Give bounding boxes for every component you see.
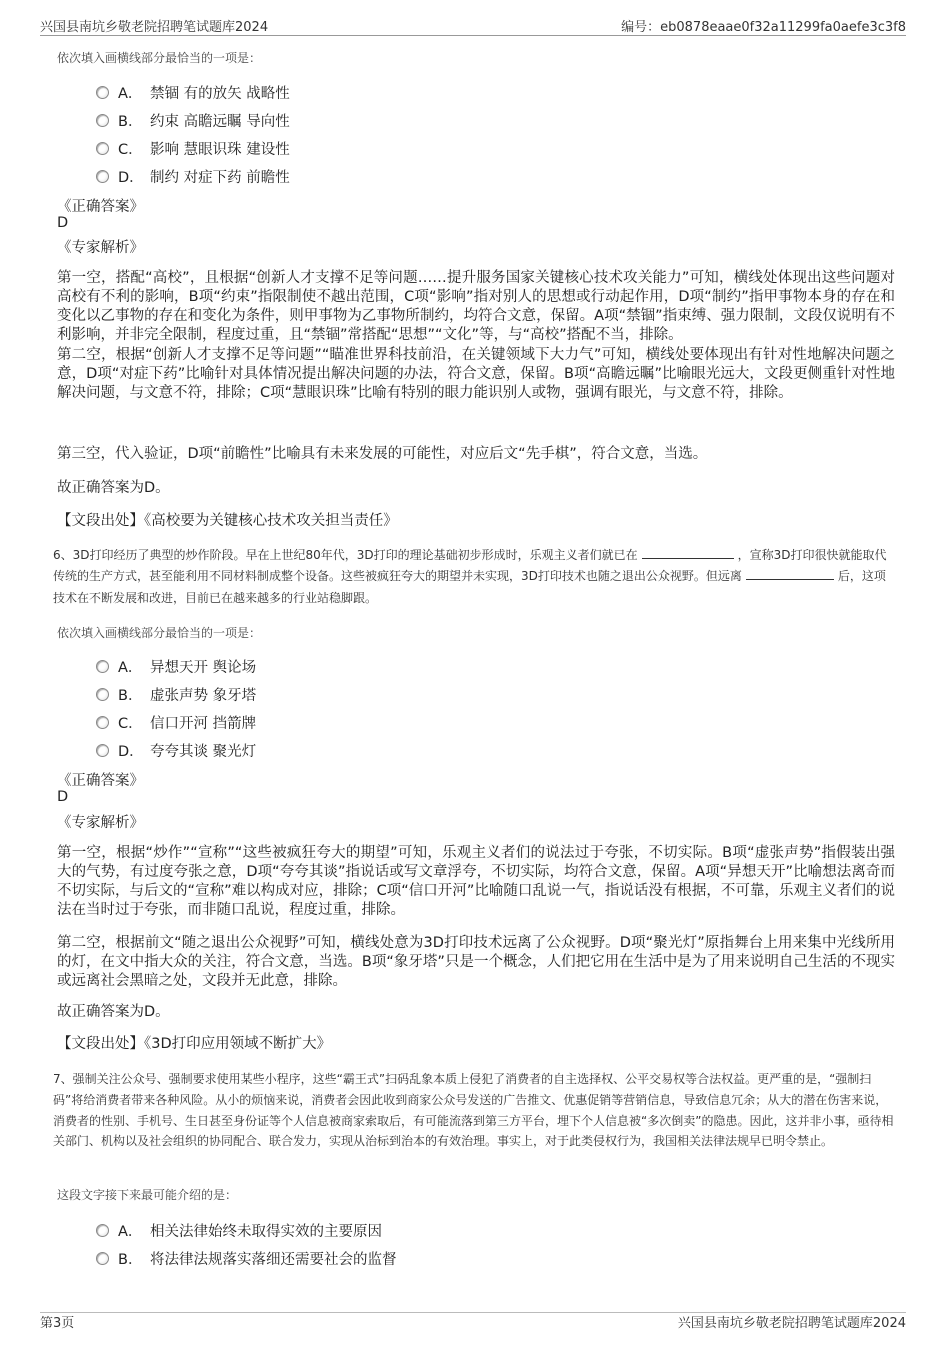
page-number: 第3页 [40,1316,75,1331]
option-letter: D． [118,169,144,186]
radio-icon[interactable] [96,1252,109,1265]
answer-label: 《正确答案》 [57,773,144,789]
source-citation: 【文段出处】《3D打印应用领域不断扩大》 [57,1036,332,1052]
analysis-paragraph: 第一空，搭配“高校”，且根据“创新人才支撑不足等问题……提升服务国家关键核心技术攻关能力”可知，横线处体现出这些问题对高校有不利的影响，B项“约束”指限制使不越出范围，C项“影响”指对别人的思想或行动起作用，D项“制约”指甲事物本身的存在和变化以乙事物的存在和变化为条件，则甲事物为乙事物所制约，均符合文意，保留。A项“禁锢”指束缚、强力限制，文段仅说明有不利影响，并非完全限制，程度过重，且“禁锢”常搭配“思想”“文化”等，与“高校”搭配不当，排除。 [57,270,895,343]
question-prompt: 这段文字接下来最可能介绍的是： [57,1188,238,1202]
option-c[interactable] [96,711,256,733]
option-text: 制约 对症下药 前瞻性 [150,169,290,186]
analysis-label: 《专家解析》 [57,240,144,256]
question-text: 6、3D打印经历了典型的炒作阶段。早在上世纪80年代，3D打印的理论基础初步形成时，乐观主义者们就已在 [53,548,638,562]
option-text: 相关法律始终未取得实效的主要原因 [150,1223,382,1240]
analysis-label: 《专家解析》 [57,815,144,831]
header-divider [40,35,906,36]
analysis-conclusion: 故正确答案为D。 [57,480,170,496]
analysis-paragraph: 第二空，根据前文“随之退出公众视野”可知，横线处意为3D打印技术远离了公众视野。D项“聚光灯”原指舞台上用来集中光线所用的灯，在文中指大众的关注，符合文意，当选。B项“象牙塔”只是一个概念，人们把它用在生活中是为了用来说明自己生活的不现实或远离社会黑暗之处，文段并无此意，排除。 [57,935,895,989]
question-6-text [53,545,895,609]
radio-icon[interactable] [96,114,109,127]
radio-icon[interactable] [96,170,109,183]
analysis-paragraph: 第一空，根据“炒作”“宣称”“这些被疯狂夸大的期望”可知，乐观主义者们的说法过于夸张，不切实际。B项“虚张声势”指假装出强大的气势，有过度夸张之意，D项“夸夸其谈”指说话或写文章浮夸，不切实际，均符合文意，保留。A项“异想天开”比喻想法离奇而不切实际，与后文的“宣称”难以构成对应，排除；C项“信口开河”比喻随口乱说一气，指说话没有根据，不可靠，乐观主义者们的说法在当时过于夸张，而非随口乱说，程度过重，排除。 [57,845,895,918]
radio-icon[interactable] [96,142,109,155]
option-letter: B． [118,113,143,130]
option-d[interactable] [96,739,256,761]
option-letter: C． [118,141,143,158]
question-text: 后，这项技术在不断发展和改进，目前已在越来越多的行业站稳脚跟。 [53,569,886,605]
option-letter: A． [118,1223,143,1240]
blank-1 [642,546,734,559]
option-letter: B． [118,1251,143,1268]
serial-value: eb0878eaae0f32a11299fa0aefe3c3f8 [660,20,906,35]
footer-title: 兴国县南坑乡敬老院招聘笔试题库2024 [677,1316,906,1331]
option-b[interactable] [96,109,290,131]
question-prompt: 依次填入画横线部分最恰当的一项是： [57,51,262,65]
answer-value: D [57,789,69,805]
option-text: 信口开河 挡箭牌 [150,715,257,732]
option-c[interactable] [96,137,290,159]
serial-number [621,16,906,35]
option-text: 夸夸其谈 聚光灯 [150,743,257,760]
option-text: 约束 高瞻远瞩 导向性 [150,113,290,130]
answer-label: 《正确答案》 [57,199,144,215]
radio-icon[interactable] [96,716,109,729]
option-text: 将法律法规落实落细还需要社会的监督 [150,1251,397,1268]
option-letter: A． [118,659,143,676]
analysis-paragraph: 第二空，根据“创新人才支撑不足等问题”“瞄准世界科技前沿，在关键领域下大力气”可知，横线处要体现出有针对性地解决问题之意，D项“对症下药”比喻针对具体情况提出解决问题的办法，符合文意，保留。B项“高瞻远瞩”比喻眼光远大，文段更侧重针对性地解决问题，与文意不符，排除；C项“慧眼识珠”比喻有特别的眼力能识别人或物，强调有眼光，与文意不符，排除。 [57,347,895,401]
radio-icon[interactable] [96,86,109,99]
question-7-text: 7、强制关注公众号、强制要求使用某些小程序，这些“霸王式”扫码乱象本质上侵犯了消费者的自主选择权、公平交易权等合法权益。更严重的是，“强制扫码”将给消费者带来各种风险。从小的烦恼来说，消费者会因此收到商家公众号发送的广告推文、优惠促销等营销信息，导致信息冗余；从大的潜在伤害来说，消费者的性别、手机号、生日甚至身份证等个人信息被商家索取后，有可能流落到第三方平台，埋下个人信息被“多次倒卖”的隐患。因此，这并非小事，亟待相关部门、机构以及社会组织的协同配合、联合发力，实现从治标到治本的有效治理。事实上，对于此类侵权行为，我国相关法律法规早已明令禁止。 [53,1072,894,1149]
option-b[interactable] [96,683,256,705]
answer-value: D [57,215,69,231]
question-prompt: 依次填入画横线部分最恰当的一项是： [57,626,262,640]
option-a[interactable] [96,81,290,103]
radio-icon[interactable] [96,1224,109,1237]
option-a[interactable] [96,1219,382,1241]
question-text: ，宣称3D打印很快就能取代传统的生产方式，甚至能利用不同材料制成整个设备。这些被疯狂夸大的期望并未实现，3D打印技术也随之退出公众视野。但远离 [53,548,887,584]
option-d[interactable] [96,165,290,187]
option-text: 虚张声势 象牙塔 [150,687,257,704]
option-letter: D． [118,743,144,760]
option-a[interactable] [96,655,256,677]
radio-icon[interactable] [96,660,109,673]
blank-2 [746,567,834,580]
analysis-conclusion: 故正确答案为D。 [57,1004,170,1020]
option-text: 影响 慧眼识珠 建设性 [150,141,290,158]
option-b[interactable] [96,1247,397,1269]
source-citation: 【文段出处】《高校要为关键核心技术攻关担当责任》 [57,513,398,529]
radio-icon[interactable] [96,744,109,757]
option-text: 禁锢 有的放矢 战略性 [150,85,290,102]
option-letter: B． [118,687,143,704]
radio-icon[interactable] [96,688,109,701]
analysis-paragraph: 第三空，代入验证，D项“前瞻性”比喻具有未来发展的可能性，对应后文“先手棋”，符合文意，当选。 [57,446,708,462]
option-letter: A． [118,85,143,102]
serial-label: 编号： [621,20,661,35]
option-text: 异想天开 舆论场 [150,659,257,676]
header-title: 兴国县南坑乡敬老院招聘笔试题库2024 [40,20,269,35]
option-letter: C． [118,715,143,732]
